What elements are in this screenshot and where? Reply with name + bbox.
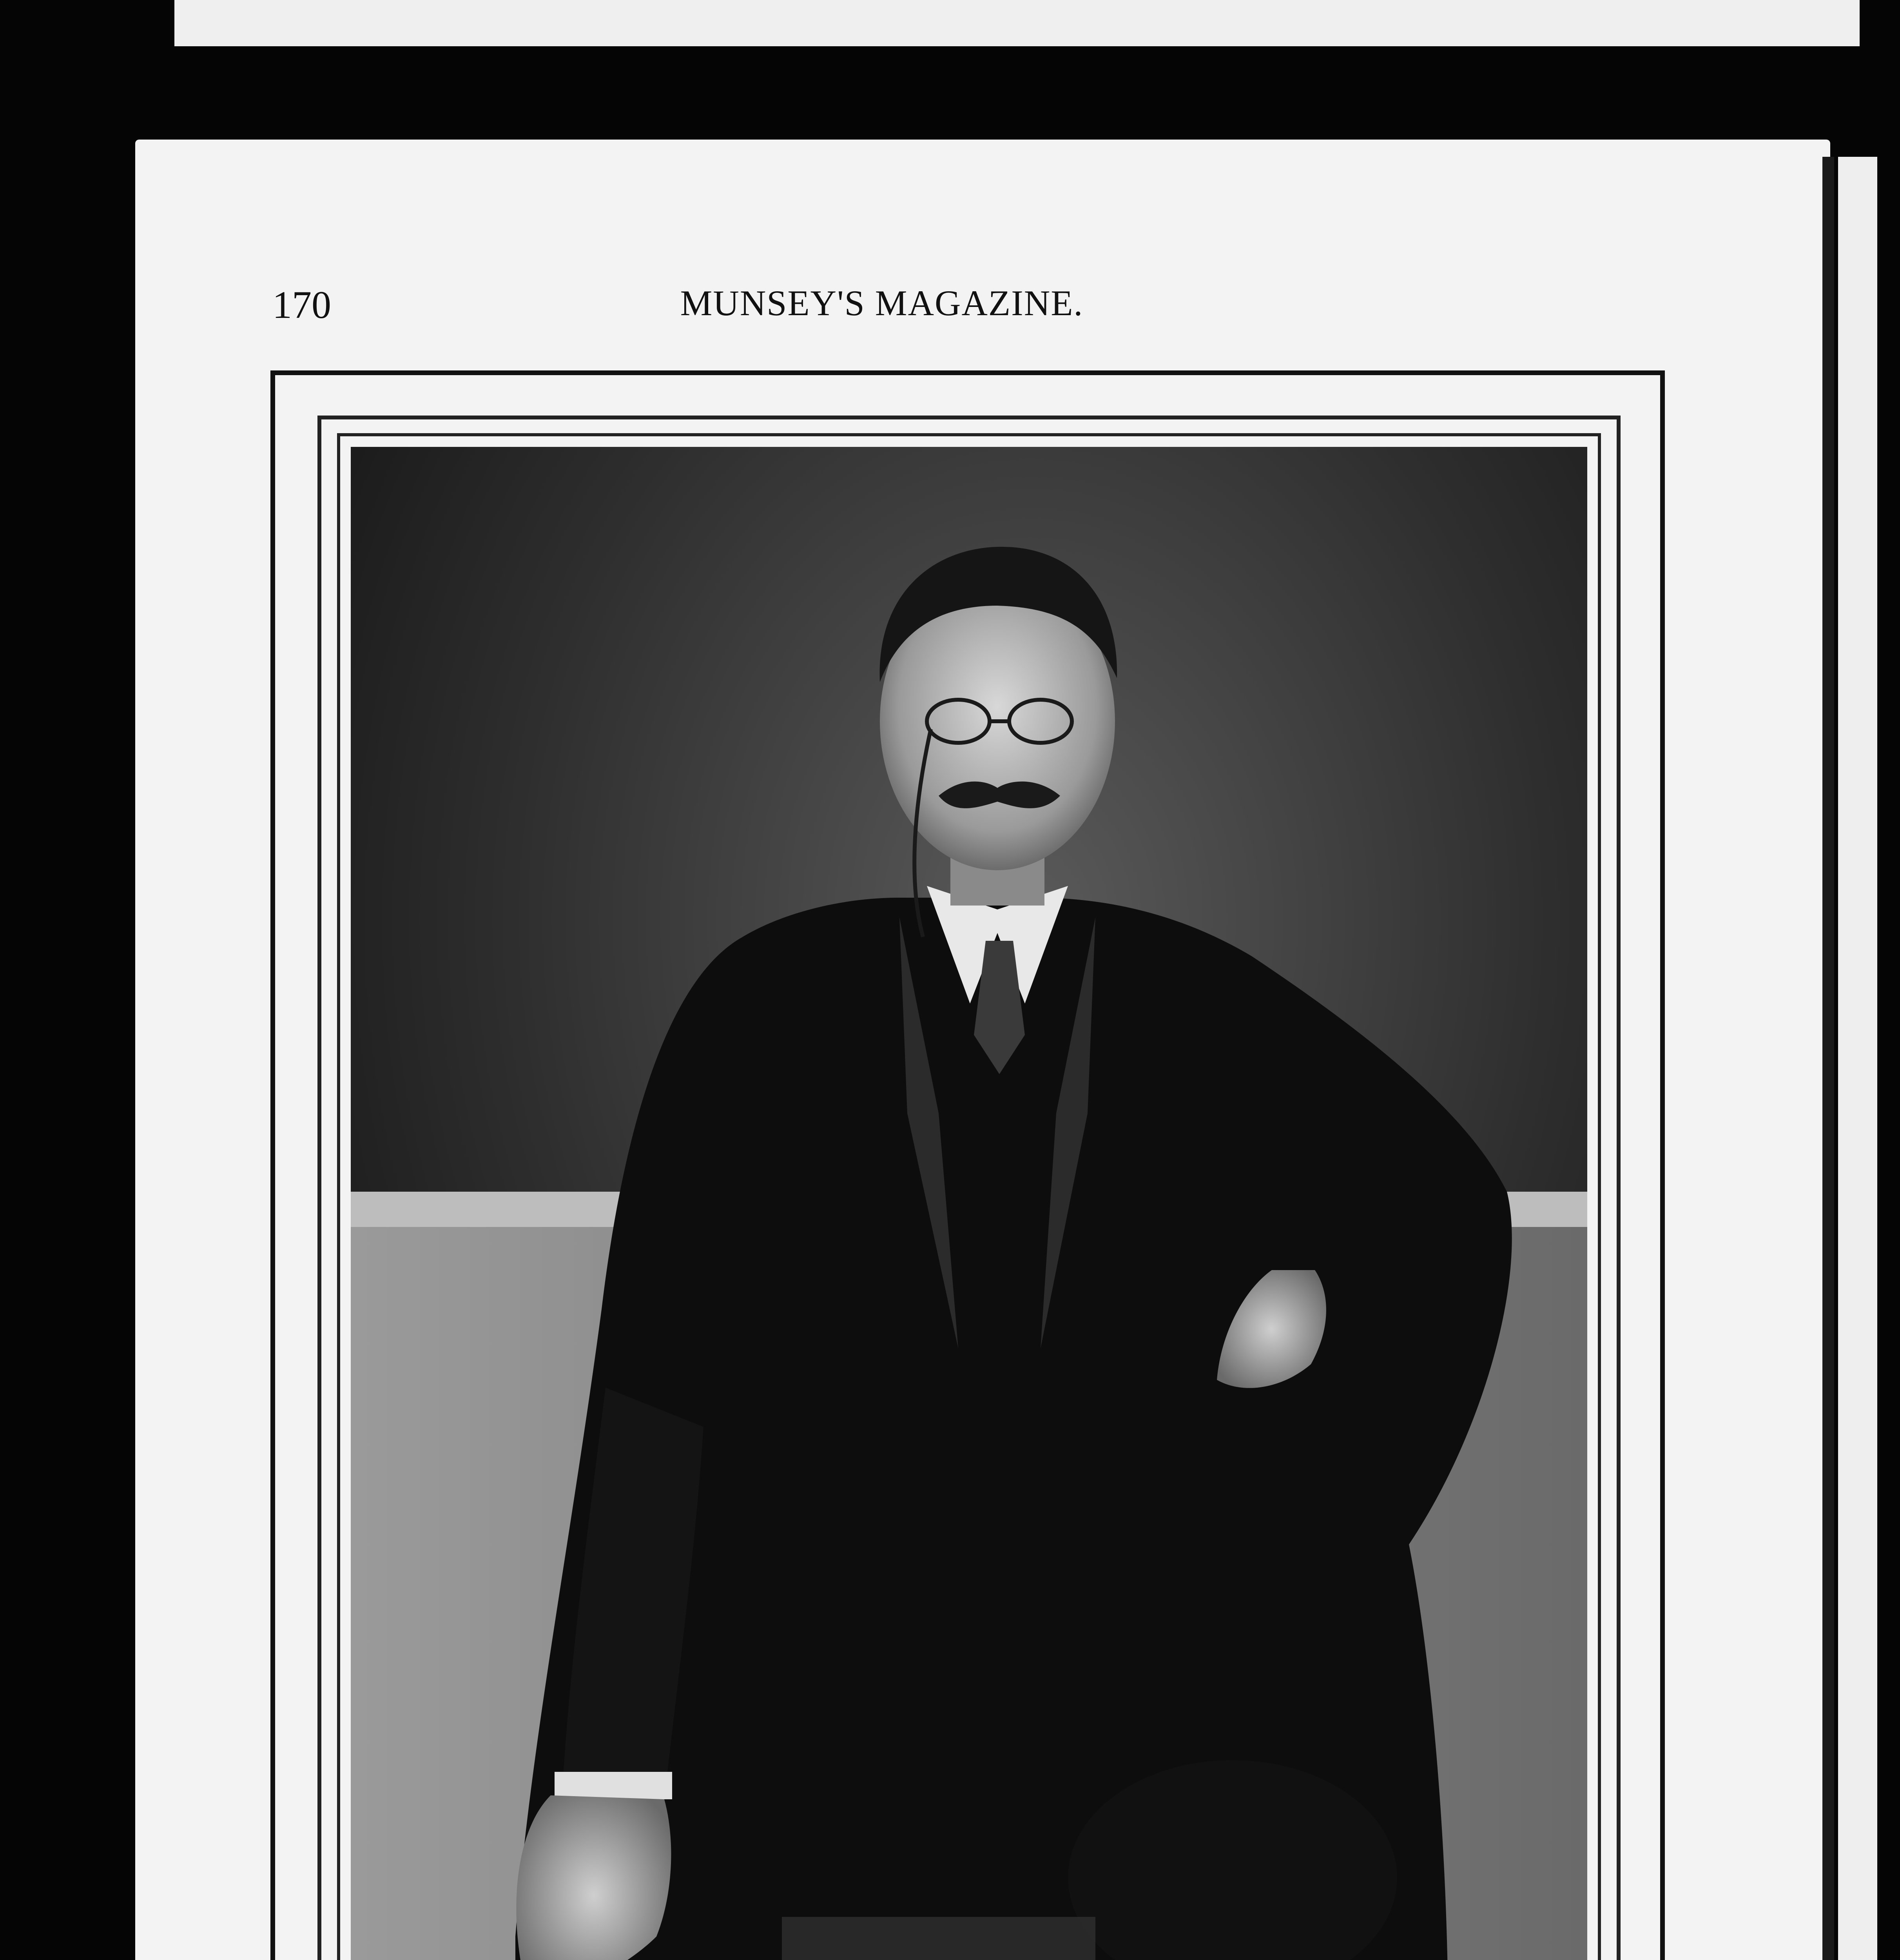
page-stack-edge [1838,157,1877,1960]
previous-page-edge [174,0,1860,46]
page-number: 170 [272,283,331,327]
portrait-photograph [351,447,1587,1960]
running-title: MUNSEY'S MAGAZINE. [680,283,1084,323]
left-hand [516,1795,671,1960]
left-cuff [555,1772,672,1799]
chair-seat [782,1917,1095,1960]
spine-shadow [1822,157,1834,1960]
